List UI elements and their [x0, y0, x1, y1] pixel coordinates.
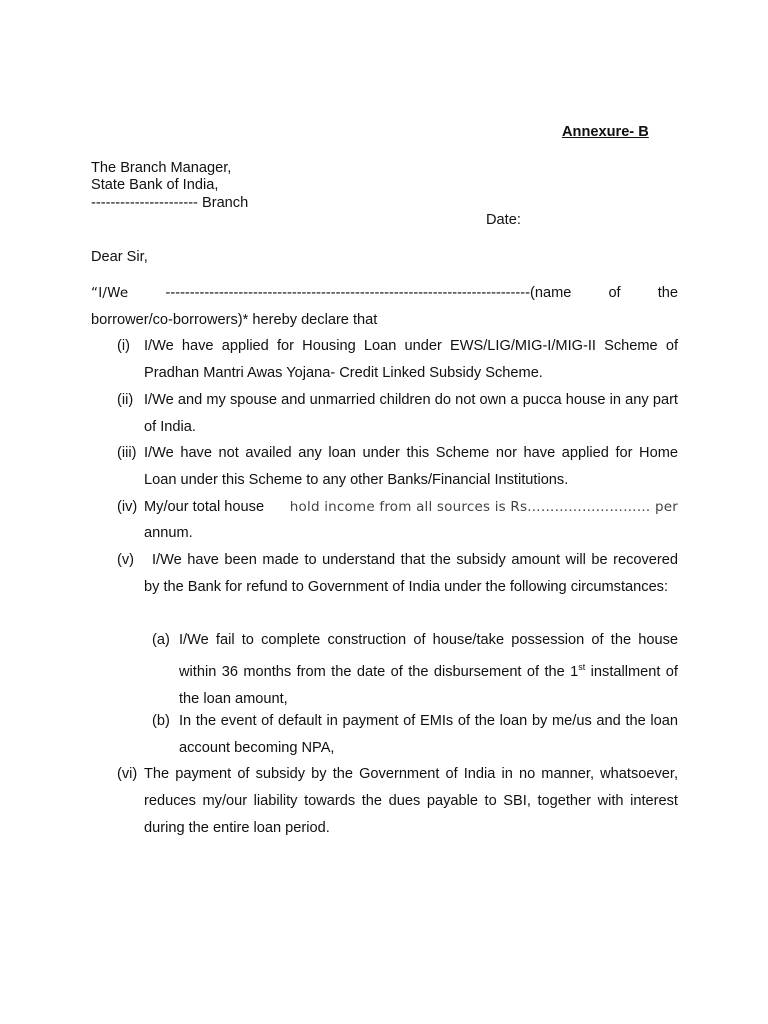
item-number: (vi) [117, 766, 138, 782]
annexure-heading: Annexure- B [562, 124, 649, 140]
item-number: (iv) [117, 499, 138, 515]
income-label: My/our total house [144, 499, 265, 515]
declaration-line-2: borrower/co-borrowers)* hereby declare that [91, 312, 378, 328]
address-line-3: ---------------------- Branch [91, 195, 249, 211]
item-number: (i) [117, 338, 130, 354]
subitem-text-a: I/We fail to complete construction of house/take possession of the house within 36 months from the date of the disbursement of the 1 [179, 632, 678, 680]
item-number: (iii) [117, 445, 137, 461]
item-text: I/We have been made to understand that the subsidy amount will be recovered by the Bank for refund to Government of India under the following circumstances: [144, 552, 678, 595]
subitem-text-b: installment of the loan amount, [179, 663, 678, 707]
item-text: I/We and my spouse and unmarried children do not own a pucca house in any part of India. [144, 392, 678, 435]
address-line-2: State Bank of India, [91, 177, 219, 193]
salutation: Dear Sir, [91, 249, 148, 265]
declaration-of: of [608, 285, 621, 301]
declaration-iwe: “I/We [91, 285, 129, 301]
declaration-line-1 [91, 285, 678, 301]
subitem-number: (b) [152, 713, 170, 729]
item-text: I/We have not availed any loan under this Scheme nor have applied for Home Loan under this Scheme to any other Banks/Financial Institutions. [144, 445, 678, 488]
income-blank: hold income from all sources is Rs……………………… per [289, 499, 678, 515]
subitem-number: (a) [152, 632, 170, 648]
address-line-1: The Branch Manager, [91, 160, 232, 176]
subitem-text: In the event of default in payment of EMIs of the loan by me/us and the loan account becoming NPA, [179, 713, 678, 756]
declaration-blank: ---------------------------------------------------------------------------(name [165, 285, 572, 301]
item-text: The payment of subsidy by the Government of India in no manner, whatsoever, reduces my/our liability towards the dues payable to SBI, together with interest during the entire loan period. [144, 766, 678, 836]
item-text-continued: annum. [144, 525, 193, 541]
item-text: I/We have applied for Housing Loan under EWS/LIG/MIG-I/MIG-II Scheme of Pradhan Mantri Awas Yojana- Credit Linked Subsidy Scheme. [144, 338, 678, 381]
declaration-the: the [657, 285, 678, 301]
item-text [144, 499, 678, 515]
superscript-st: st [578, 662, 586, 672]
subitem-text [179, 627, 678, 713]
date-label: Date: [486, 212, 521, 228]
item-number: (ii) [117, 392, 134, 408]
item-number: (v) [117, 552, 135, 568]
